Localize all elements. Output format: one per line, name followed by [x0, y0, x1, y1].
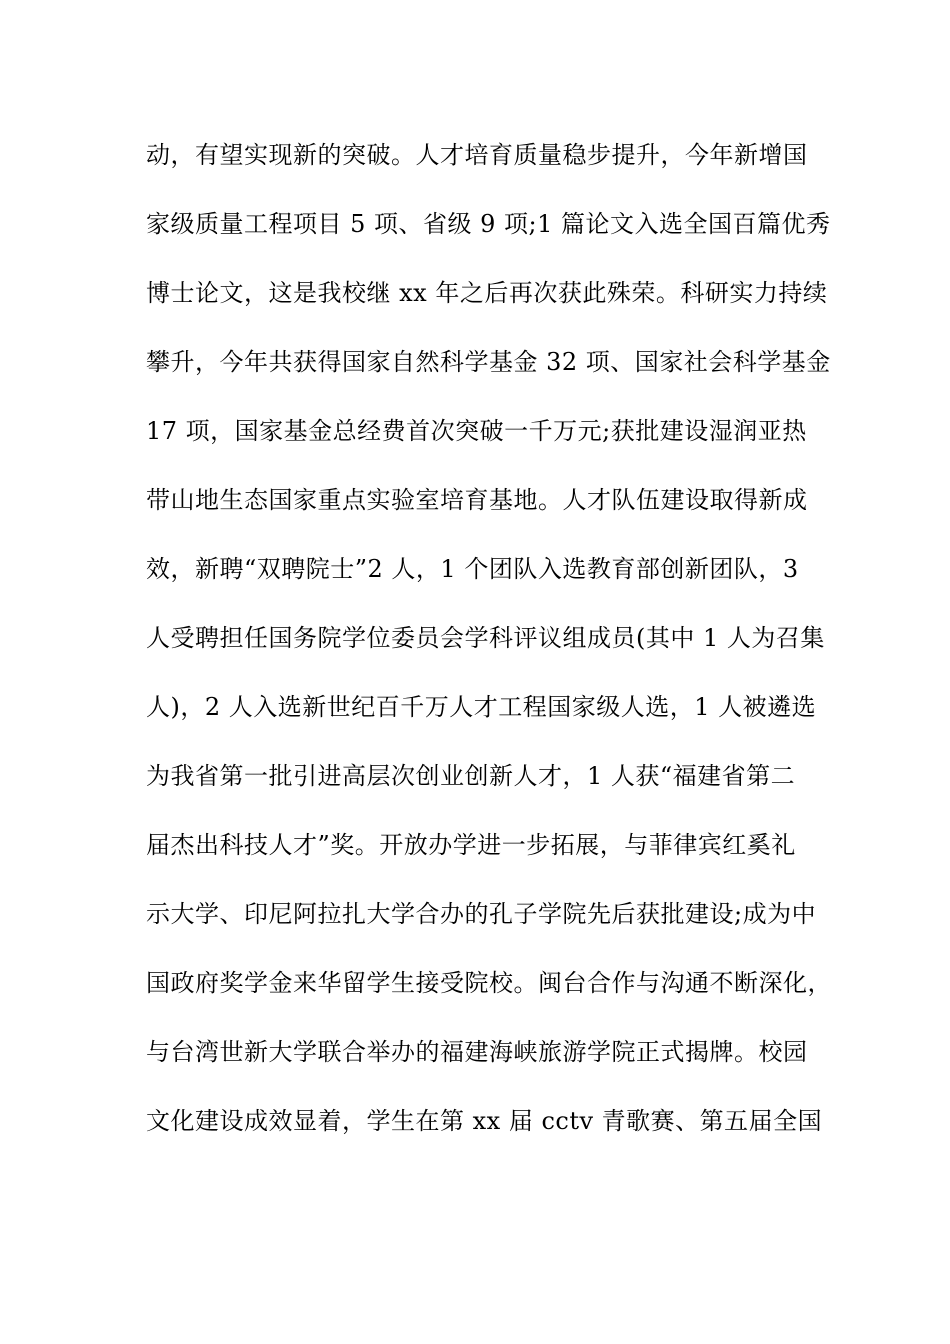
text-line: 人)，2 人入选新世纪百千万人才工程国家级人选，1 人被遴选: [146, 693, 817, 721]
text-line: 与台湾世新大学联合举办的福建海峡旅游学院正式揭牌。校园: [146, 1038, 808, 1066]
text-line: 动，有望实现新的突破。人才培育质量稳步提升，今年新增国: [146, 141, 808, 169]
text-line: 家级质量工程项目 5 项、省级 9 项;1 篇论文入选全国百篇优秀: [146, 210, 831, 238]
text-line: 攀升，今年共获得国家自然科学基金 32 项、国家社会科学基金: [146, 348, 831, 376]
text-line: 国政府奖学金来华留学生接受院校。闽台合作与沟通不断深化，: [146, 969, 832, 997]
text-line: 效，新聘“双聘院士”2 人，1 个团队入选教育部创新团队，3: [146, 555, 799, 583]
text-line: 人受聘担任国务院学位委员会学科评议组成员(其中 1 人为召集: [146, 624, 825, 652]
text-line: 届杰出科技人才”奖。开放办学进一步拓展，与菲律宾红奚礼: [146, 831, 796, 859]
body-text: [146, 132, 836, 1167]
text-line: 示大学、印尼阿拉扎大学合办的孔子学院先后获批建设;成为中: [146, 900, 817, 928]
text-line: 博士论文，这是我校继 xx 年之后再次获此殊荣。科研实力持续: [146, 279, 828, 307]
text-line: 文化建设成效显着，学生在第 xx 届 cctv 青歌赛、第五届全国: [146, 1107, 823, 1135]
text-line: 带山地生态国家重点实验室培育基地。人才队伍建设取得新成: [146, 486, 808, 514]
text-line: 为我省第一批引进高层次创业创新人才，1 人获“福建省第二: [146, 762, 796, 790]
text-line: 17 项，国家基金总经费首次突破一千万元;获批建设湿润亚热: [146, 417, 807, 445]
